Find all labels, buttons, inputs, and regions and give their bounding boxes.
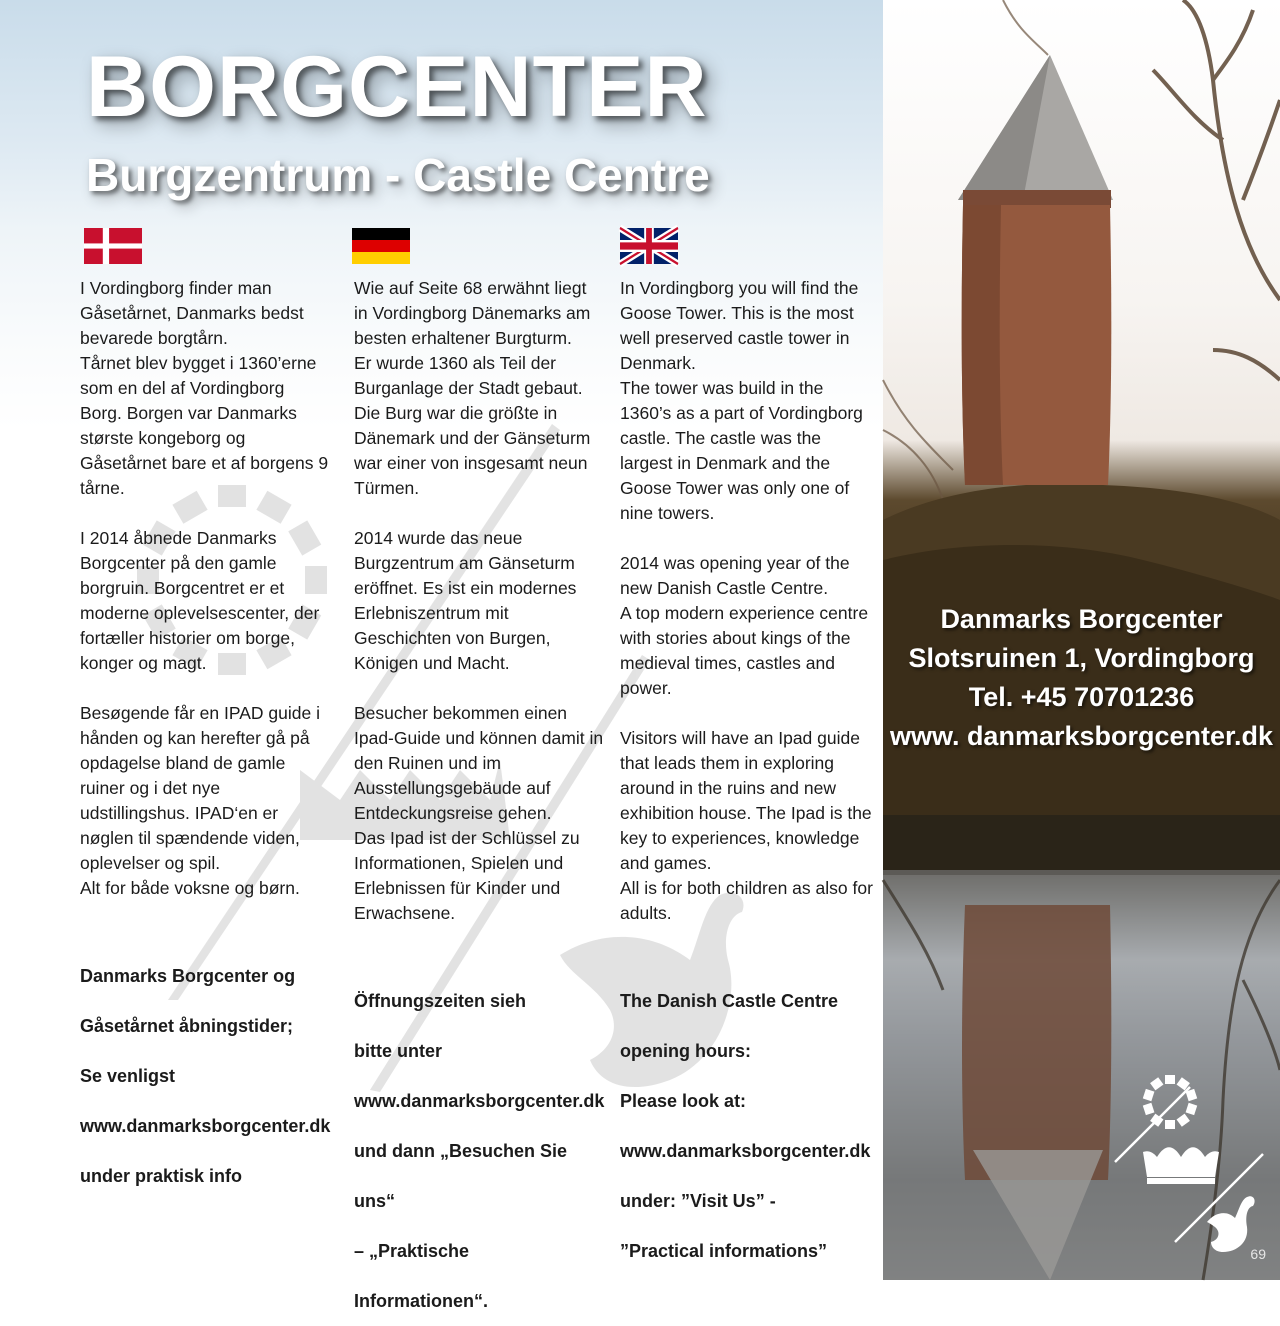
danish-hours-link[interactable]: www.danmarksborgcenter.dk	[80, 1116, 331, 1136]
page-subtitle: Burgzentrum - Castle Centre	[86, 149, 710, 201]
english-hours-link[interactable]: www.danmarksborgcenter.dk	[620, 1141, 871, 1161]
german-paragraph: Besucher bekommen einen Ipad-Guide und können damit in den Ruinen und im Ausstellungsgebäude auf Entdeckungsreise gehen.	[354, 703, 604, 823]
german-paragraph: 2014 wurde das neue Burgzentrum am Gänseturm eröffnet. Es ist ein modernes Erlebniszentrum mit Geschichten von Burgen, Königen und Macht.	[354, 528, 577, 673]
danish-paragraph: I 2014 åbnede Danmarks Borgcenter på den gamle borgruin. Borgcentret er et moderne oplevelsescenter, der fortæller historier om borge, konger og magt.	[80, 528, 320, 673]
danish-paragraph: Besøgende får en IPAD guide i hånden og kan herefter gå på opdagelse bland de gamle ruiner og i det nye udstillingshus. IPAD‘en er nøglen til spændende viden, oplevelser og spil.	[80, 703, 320, 873]
uk-flag-icon	[620, 228, 678, 264]
german-paragraph: Wie auf Seite 68 erwähnt liegt in Vordingborg Dänemarks am besten erhaltener Burgturm.	[354, 278, 591, 348]
tower-photo-panel	[883, 0, 1280, 1280]
danish-flag-icon	[84, 228, 142, 264]
english-column	[620, 276, 875, 1276]
english-hours-line: under: ”Visit Us” -	[620, 1191, 776, 1211]
english-paragraph: A top modern experience centre with stories about kings of the medieval times, castles and power.	[620, 603, 869, 698]
danish-hours-line: under praktisk info	[80, 1166, 243, 1186]
english-paragraph: The tower was build in the 1360’s as a part of Vordingborg castle. The castle was the largest in Denmark and the Goose Tower was only one of nine towers.	[620, 378, 863, 523]
german-paragraph: Er wurde 1360 als Teil der Burganlage der Stadt gebaut. Die Burg war die größte in Dänemark und der Gänseturm war einer von insgesamt neun Türmen.	[354, 353, 591, 498]
english-hours-line: The Danish Castle Centre	[620, 991, 839, 1011]
contact-phone[interactable]: Tel. +45 70701236	[968, 682, 1195, 712]
page-title: BORGCENTER	[86, 39, 708, 135]
german-hours-line: bitte unter	[354, 1041, 442, 1061]
contact-address: Slotsruinen 1, Vordingborg	[908, 643, 1255, 673]
contact-website[interactable]: www. danmarksborgcenter.dk	[889, 721, 1274, 751]
english-hours-line: ”Practical informations”	[620, 1241, 828, 1261]
english-paragraph: Visitors will have an Ipad guide that leads them in exploring around in the ruins and new exhibition house. The Ipad is the key to experiences, knowledge and games.	[620, 728, 872, 873]
english-paragraph: In Vordingborg you will find the Goose Tower. This is the most well preserved castle tower in Denmark.	[620, 278, 859, 373]
danish-paragraph: I Vordingborg finder man Gåsetårnet, Danmarks bedst bevarede borgtårn.	[80, 278, 304, 348]
contact-name: Danmarks Borgcenter	[940, 604, 1223, 634]
danish-column	[80, 276, 330, 1201]
danish-hours-line: Gåsetårnet åbningstider;	[80, 1016, 294, 1036]
german-hours-line: – „Praktische Informationen“.	[354, 1241, 488, 1311]
german-hours-link[interactable]: www.danmarksborgcenter.dk	[354, 1091, 605, 1111]
german-flag-icon	[352, 228, 410, 264]
contact-block	[883, 600, 1280, 756]
german-hours-line: und dann „Besuchen Sie uns“	[354, 1141, 568, 1211]
danish-hours-line: Se venligst	[80, 1066, 176, 1086]
german-hours-line: Öffnungszeiten sieh	[354, 991, 527, 1011]
page-number: 69	[1250, 1246, 1266, 1262]
english-paragraph: 2014 was opening year of the new Danish Castle Centre.	[620, 553, 850, 598]
german-column	[354, 276, 604, 1326]
german-paragraph: Das Ipad ist der Schlüssel zu Informationen, Spielen und Erlebnissen für Kinder und Erwachsene.	[354, 828, 580, 923]
english-hours-line: opening hours:	[620, 1041, 751, 1061]
borgcenter-logo-icon	[1115, 1072, 1265, 1252]
english-hours-line: Please look at:	[620, 1091, 747, 1111]
danish-paragraph: Tårnet blev bygget i 1360’erne som en del af Vordingborg Borg. Borgen var Danmarks største kongeborg og Gåsetårnet bare et af borgens 9 tårne.	[80, 353, 329, 498]
danish-hours-line: Danmarks Borgcenter og	[80, 966, 296, 986]
english-paragraph: All is for both children as also for adults.	[620, 878, 873, 923]
danish-paragraph: Alt for både voksne og børn.	[80, 878, 300, 898]
